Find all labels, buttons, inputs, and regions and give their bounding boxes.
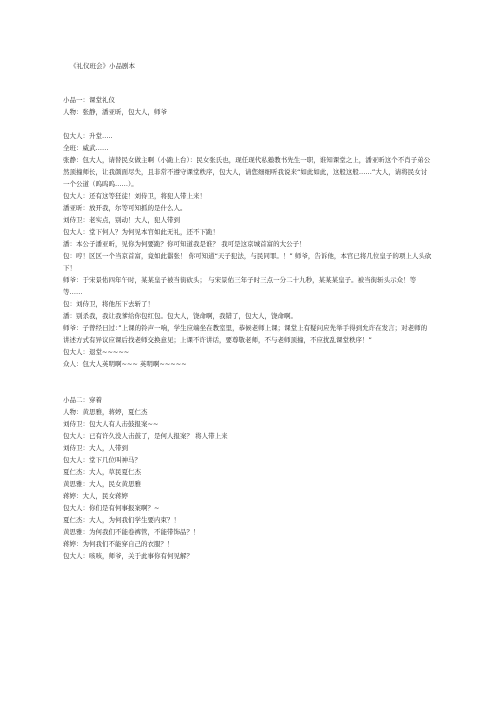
dialogue-line: 黄思雅：大人，民女黄思雅 [63,480,141,488]
dialogue-line: 包大人：咳咳，师爷，关于此事你有何见解？ [63,552,193,560]
skit2-cast: 人物：黄思雅，蒋婷，夏仁杰 [63,408,148,416]
dialogue-line: 潘：别杀我，我让我爹给你包红包。包大人，饶命啊，我错了，包大人，饶命啊。 [63,312,297,320]
dialogue-line: 全班：威武…… [63,144,109,152]
dialogue-line: 包大人：升堂….. [63,132,113,140]
dialogue-line: 包大人：你们是有何事报案啊？~ [63,504,160,512]
document-body [63,94,433,562]
dialogue-line: 师爷：于宋景佑四年午时，某某皇子被当街砍头； 与宋景佑三年子时三点一分二十九秒，某某某皇子。被当街斩头示众！等等…… [63,276,417,296]
dialogue-line: 包大人：还有这等狂徒！刘侍卫，将犯人带上来！ [63,192,206,200]
dialogue-line: 刘侍卫：大人，人带到 [63,444,128,452]
dialogue-line: 包大人：退堂~~~~~ [63,348,130,356]
dialogue-line: 夏仁杰：大人，草民夏仁杰 [63,468,141,476]
dialogue-line: 刘侍卫：包大人有人击鼓报案~~ [63,420,159,428]
dialogue-line: 包：哼！区区一个当京首富，竟如此嚣张！ 你可知道“天子犯法，与民同罪。！” 师爷，告诉他，本官已将几位皇子的项上人头砍下！ [63,252,432,272]
dialogue-line: 包大人：已有许久没人击鼓了，是何人报案？ 将人带上来 [63,432,228,440]
dialogue-line: 蒋婷：大人，民女蒋婷 [63,492,128,500]
paragraph-gap [63,382,433,394]
dialogue-line: 包：刘侍卫，将他压下去斩了！ [63,300,154,308]
skit1-heading: 小品一：课堂礼仪 [63,96,115,104]
dialogue-line: 张静：包大人，请替民女做主啊（小跪上台）：民女张氏也，现任现代私塾教书先生一职，谁知课堂之上，潘亚昕这个不肖子弟公然顶撞师长，让我颜面尽失，且非常不遵守课堂秩序，包大人，请您细细听我说来“如此如此，这般这般……”大人，请将民女讨一个公道（呜呜呜……）。 [63,156,431,188]
dialogue-line: 包大人：堂下几位叫神马？ [63,456,141,464]
skit2-heading: 小品二：穿着 [63,396,102,404]
paragraph-gap [63,118,433,130]
document-title: 《礼仪班会》小品剧本 [70,62,135,70]
dialogue-line: 潘亚昕：放开我，尔等可知抓的是什么人。 [63,204,187,212]
dialogue-line: 众人：包大人英明啊~~~ 英明啊~~~~~ [63,360,187,368]
dialogue-line: 包大人：堂下何人？为何见本官如此无礼，还不下跪！ [63,228,219,236]
dialogue-line: 蒋婷：为何我们不能穿自己的衣服？！ [63,540,174,548]
skit1-dialogue [63,130,433,370]
skit2-dialogue [63,418,433,562]
dialogue-line: 潘：本公子潘亚昕，见你为何要跪？你可知道我是谁？ 我可是这京城首富的大公子！ [63,240,306,248]
dialogue-line: 夏仁杰：大人，为何我们学生要内束？！ [63,516,180,524]
dialogue-line: 师爷：子曾经曰过：”上课的铃声一响，学生应端坐在教室里，恭候老师上课；课堂上有疑问应先举手得到允许在发言；对老师的讲述方式有异议应课后找老师交换意见；上课不许讲话，要尊敬老师，不与老师顶撞，不应扰乱课堂秩序！” [63,324,428,344]
dialogue-line: 黄思雅：为何我们不能卷裤管，不能带饰品？！ [63,528,200,536]
dialogue-line: 刘侍卫：老实点，别动！大人，犯人带到 [63,216,180,224]
skit1-cast: 人物：张静，潘亚昕，包大人，师爷 [63,108,167,116]
paragraph-gap [63,370,433,382]
